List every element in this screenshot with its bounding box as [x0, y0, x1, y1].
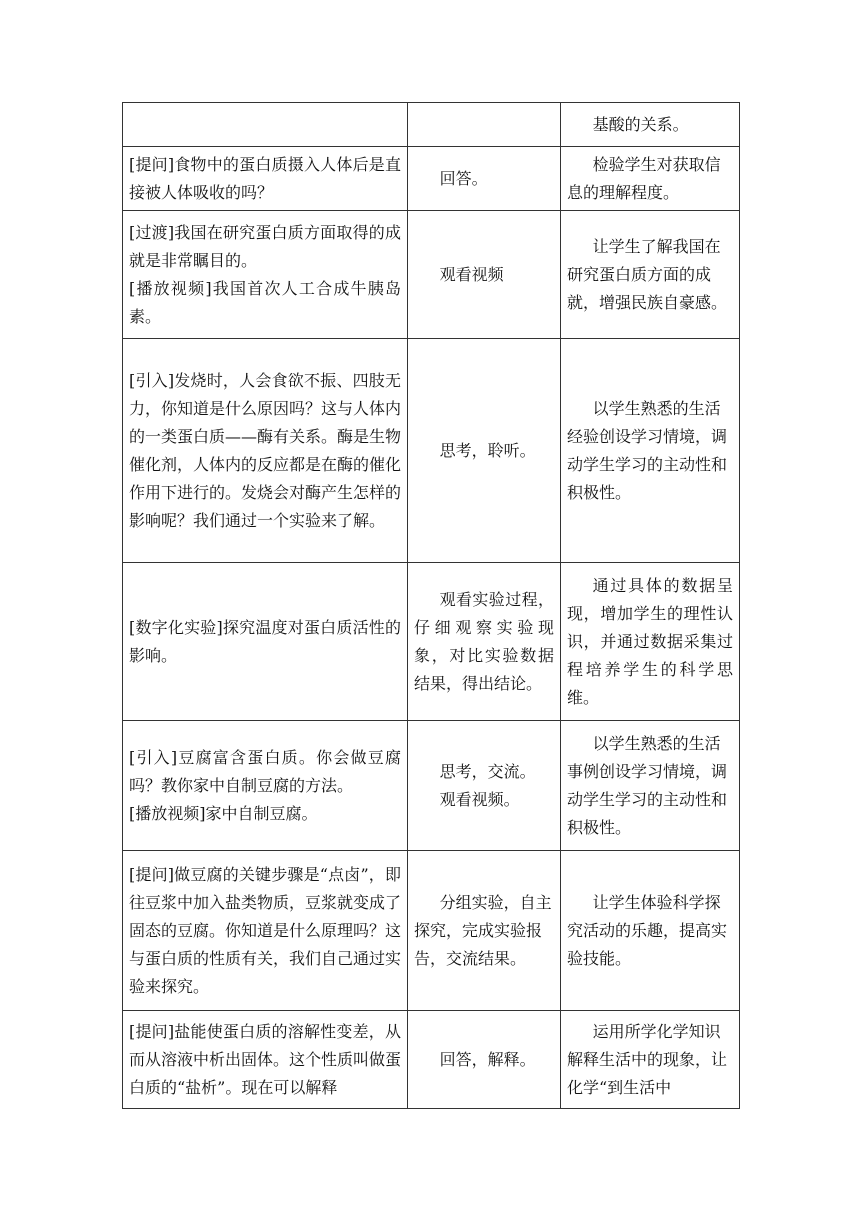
student-activity-cell — [408, 211, 561, 339]
student-text: 思考，聆听。 — [439, 440, 536, 460]
student-activity-cell — [408, 563, 561, 721]
student-text: 思考，交流。 — [439, 761, 536, 781]
table-row — [123, 563, 740, 721]
student-activity-cell — [408, 339, 561, 563]
student-text: 分组实验，自主探究，完成实验报告，交流结果。 — [414, 892, 552, 968]
student-text: 观看视频。 — [439, 789, 520, 809]
student-text: 回答，解释。 — [439, 1049, 536, 1069]
teacher-text: [播放视频]家中自制豆腐。 — [129, 803, 318, 823]
purpose-text: 检验学生对获取信息的理解程度。 — [567, 154, 721, 202]
design-purpose-cell — [561, 147, 740, 211]
student-activity-cell — [408, 147, 561, 211]
purpose-text: 以学生熟悉的生活事例创设学习情境，调动学生学习的主动性和积极性。 — [567, 733, 728, 837]
design-purpose-cell — [561, 211, 740, 339]
design-purpose-cell — [561, 851, 740, 1011]
teacher-text: [过渡]我国在研究蛋白质方面取得的成就是非常瞩目的。 — [129, 222, 401, 270]
table-row — [123, 721, 740, 851]
purpose-text: 基酸的关系。 — [592, 114, 689, 134]
teacher-activity-cell — [123, 563, 408, 721]
student-text: 回答。 — [439, 168, 488, 188]
student-activity-cell — [408, 103, 561, 147]
design-purpose-cell — [561, 1011, 740, 1109]
design-purpose-cell — [561, 103, 740, 147]
table-row — [123, 339, 740, 563]
table-row — [123, 147, 740, 211]
table-row — [123, 211, 740, 339]
lesson-plan-table — [122, 102, 740, 1109]
purpose-text: 让学生了解我国在研究蛋白质方面的成就，增强民族自豪感。 — [567, 236, 728, 312]
design-purpose-cell — [561, 563, 740, 721]
student-activity-cell — [408, 851, 561, 1011]
design-purpose-cell — [561, 721, 740, 851]
table-row — [123, 1011, 740, 1109]
purpose-text: 以学生熟悉的生活经验创设学习情境，调动学生学习的主动性和积极性。 — [567, 398, 728, 502]
teacher-activity-cell — [123, 1011, 408, 1109]
table-row — [123, 103, 740, 147]
teacher-activity-cell — [123, 103, 408, 147]
teacher-text: [提问]食物中的蛋白质摄入人体后是直接被人体吸收的吗？ — [129, 154, 401, 202]
purpose-text: 让学生体验科学探究活动的乐趣，提高实验技能。 — [567, 892, 728, 968]
design-purpose-cell — [561, 339, 740, 563]
teacher-text: [数字化实验]探究温度对蛋白质活性的影响。 — [129, 617, 401, 665]
purpose-text: 通过具体的数据呈现，增加学生的理性认识，并通过数据采集过程培养学生的科学思维。 — [567, 575, 733, 707]
teacher-activity-cell — [123, 211, 408, 339]
teacher-text: [提问]盐能使蛋白质的溶解性变差，从而从溶液中析出固体。这个性质叫做蛋白质的“盐析”。现在可以解释 — [129, 1021, 402, 1097]
teacher-text: [播放视频]我国首次人工合成牛胰岛素。 — [129, 278, 401, 326]
student-text: 观看实验过程，仔细观察实验现象，对比实验数据结果，得出结论。 — [414, 589, 554, 693]
table-row — [123, 851, 740, 1011]
teacher-text: [引入]豆腐富含蛋白质。你会做豆腐吗？教你家中自制豆腐的方法。 — [129, 747, 401, 795]
teacher-activity-cell — [123, 147, 408, 211]
student-activity-cell — [408, 1011, 561, 1109]
student-text: 观看视频 — [439, 264, 504, 284]
teacher-text: [提问]做豆腐的关键步骤是“点卤”，即往豆浆中加入盐类物质，豆浆就变成了固态的豆腐。你知道是什么原理吗？这与蛋白质的性质有关，我们自己通过实验来探究。 — [129, 864, 402, 996]
teacher-activity-cell — [123, 339, 408, 563]
teacher-activity-cell — [123, 851, 408, 1011]
teacher-text: [引入]发烧时，人会食欲不振、四肢无力，你知道是什么原因吗？这与人体内的一类蛋白质——酶有关系。酶是生物催化剂，人体内的反应都是在酶的催化作用下进行的。发烧会对酶产生怎样的影响呢？我们通过一个实验来了解。 — [129, 370, 402, 530]
student-activity-cell — [408, 721, 561, 851]
teacher-activity-cell — [123, 721, 408, 851]
purpose-text: 运用所学化学知识解释生活中的现象，让化学“到生活中 — [567, 1021, 728, 1097]
